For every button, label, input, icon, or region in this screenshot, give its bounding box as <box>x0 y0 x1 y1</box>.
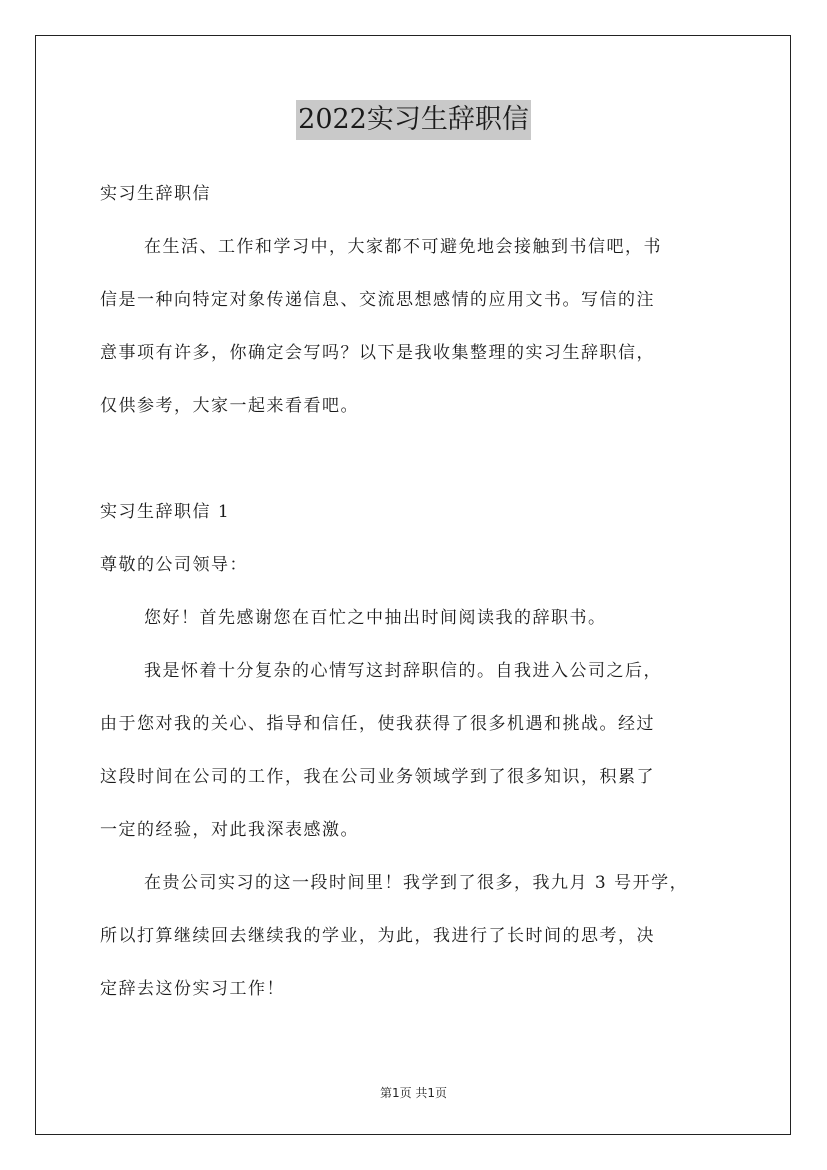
salutation: 尊敬的公司领导： <box>100 555 248 575</box>
paragraph-line: 一定的经验，对此我深表感激。 <box>100 820 359 840</box>
paragraph-line: 由于您对我的关心、指导和信任，使我获得了很多机遇和挑战。经过 <box>100 714 655 734</box>
paragraph-line: 所以打算继续回去继续我的学业，为此，我进行了长时间的思考，决 <box>100 926 655 946</box>
paragraph-gap <box>100 433 728 486</box>
greeting-line: 您好！首先感谢您在百忙之中抽出时间阅读我的辞职书。 <box>144 608 607 628</box>
document-heading: 实习生辞职信 <box>100 184 211 204</box>
intro-line: 意事项有许多，你确定会写吗？以下是我收集整理的实习生辞职信， <box>100 343 655 363</box>
document-title-block <box>0 100 827 140</box>
page-footer <box>0 1084 827 1101</box>
intro-line: 信是一种向特定对象传递信息、交流思想感情的应用文书。写信的注 <box>100 290 655 310</box>
paragraph-line: 这段时间在公司的工作，我在公司业务领域学到了很多知识，积累了 <box>100 767 655 787</box>
document-body <box>100 168 728 1016</box>
section-title: 实习生辞职信 1 <box>100 502 231 522</box>
intro-line: 仅供参考，大家一起来看看吧。 <box>100 396 359 416</box>
paragraph-line: 定辞去这份实习工作！ <box>100 979 285 999</box>
paragraph-line: 在贵公司实习的这一段时间里！我学到了很多，我九月 3 号开学， <box>144 873 689 893</box>
intro-line: 在生活、工作和学习中，大家都不可避免地会接触到书信吧，书 <box>144 237 662 257</box>
page-number-label: 第1页 共1页 <box>379 1086 448 1100</box>
paragraph-line: 我是怀着十分复杂的心情写这封辞职信的。自我进入公司之后， <box>144 661 662 681</box>
document-title: 2022实习生辞职信 <box>296 100 531 140</box>
